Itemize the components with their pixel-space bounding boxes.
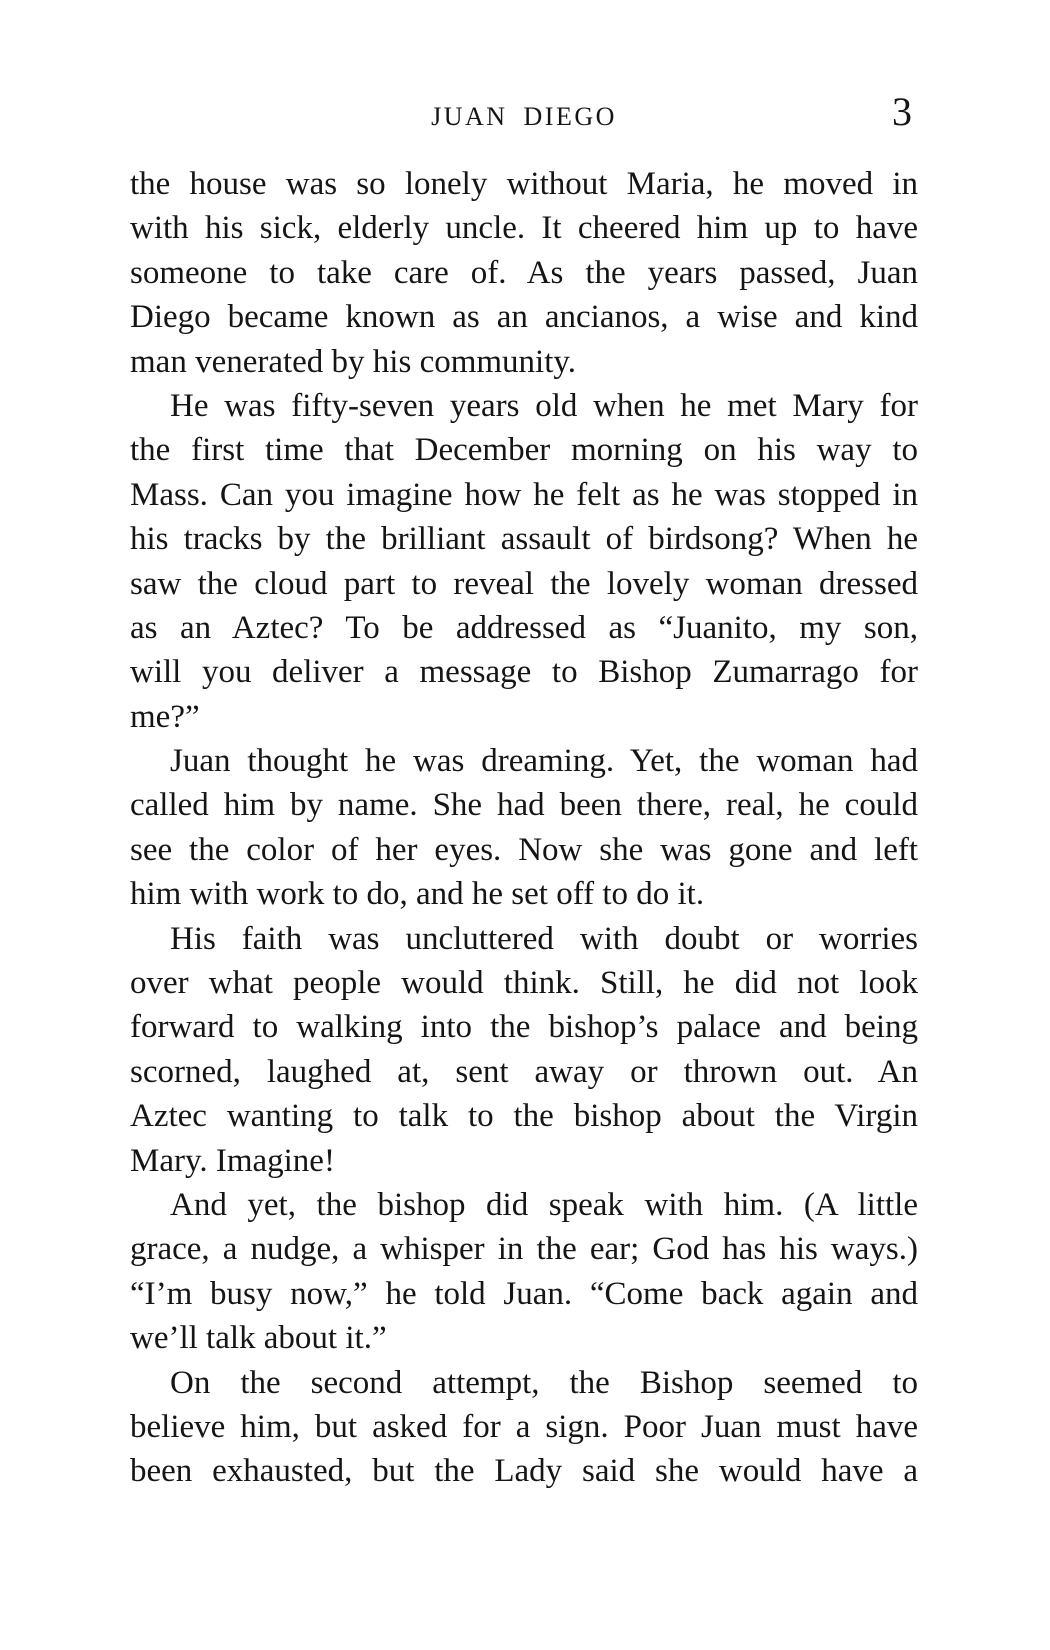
text-line: His faith was uncluttered with doubt or worries	[170, 920, 918, 957]
page-header	[130, 0, 918, 150]
text-line: On the second attempt, the Bishop seemed to	[170, 1364, 918, 1401]
text-line: Diego became known as an ancianos, a wise and kind	[130, 299, 918, 336]
text-line: He was fifty-seven years old when he met Mary for	[170, 387, 918, 424]
paragraph	[130, 739, 918, 917]
text-line: grace, a nudge, a whisper in the ear; God has his ways.)	[130, 1231, 918, 1268]
text-line: been exhausted, but the Lady said she would have a	[130, 1453, 918, 1490]
text-line: called him by name. She had been there, real, he could	[130, 787, 918, 824]
paragraph	[130, 384, 918, 739]
running-title: JUAN DIEGO	[431, 102, 617, 131]
text-line: we’ll talk about it.”	[130, 1320, 387, 1357]
text-line: Mary. Imagine!	[130, 1142, 335, 1179]
text-line: me?”	[130, 698, 200, 735]
text-line: will you deliver a message to Bishop Zumarrago for	[130, 654, 918, 691]
paragraph	[130, 917, 918, 1183]
text-line: with his sick, elderly uncle. It cheered him up to have	[130, 210, 918, 247]
text-line: Mass. Can you imagine how he felt as he was stopped in	[130, 476, 918, 513]
text-line: as an Aztec? To be addressed as “Juanito, my son,	[130, 609, 918, 646]
text-line: Aztec wanting to talk to the bishop about the Virgin	[130, 1098, 918, 1135]
text-line: man venerated by his community.	[130, 343, 576, 380]
text-line: Juan thought he was dreaming. Yet, the woman had	[170, 743, 918, 780]
text-line: over what people would think. Still, he did not look	[130, 965, 918, 1002]
paragraph	[130, 1183, 918, 1361]
text-line: someone to take care of. As the years passed, Juan	[130, 254, 918, 291]
text-line: forward to walking into the bishop’s palace and being	[130, 1009, 918, 1046]
text-line: him with work to do, and he set off to do it.	[130, 876, 705, 913]
text-line: “I’m busy now,” he told Juan. “Come back again and	[130, 1275, 918, 1312]
text-line: the first time that December morning on his way to	[130, 432, 918, 469]
text-line: the house was so lonely without Maria, he moved in	[130, 166, 918, 202]
text-line: And yet, the bishop did speak with him. (A little	[170, 1186, 918, 1223]
page-number: 3	[892, 89, 912, 134]
paragraph	[130, 162, 918, 384]
text-line: scorned, laughed at, sent away or thrown out. An	[130, 1053, 918, 1090]
paragraph	[130, 1361, 918, 1494]
text-line: saw the cloud part to reveal the lovely woman dressed	[130, 565, 918, 602]
text-line: his tracks by the brilliant assault of birdsong? When he	[130, 521, 918, 558]
text-line: see the color of her eyes. Now she was gone and left	[130, 831, 918, 868]
text-line: believe him, but asked for a sign. Poor Juan must have	[130, 1408, 918, 1445]
body-text	[130, 162, 918, 1494]
